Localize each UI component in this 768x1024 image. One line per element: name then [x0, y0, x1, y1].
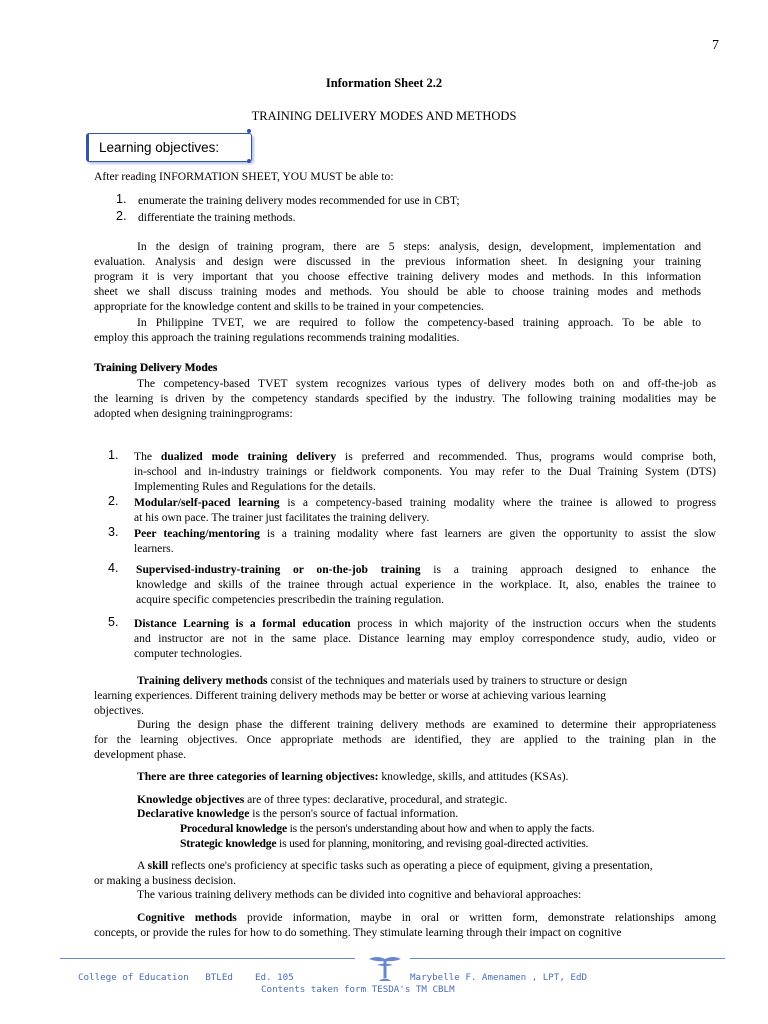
methods-line: Cognitive methods provide information, maybe in oral or written form, demonstrate relationships among: [137, 911, 716, 924]
paragraph-line: In Philippine TVET, we are required to follow the competency-based training approach. To be able to: [137, 316, 701, 329]
box-corner-dot: [247, 159, 251, 163]
methods-line: for the learning objectives. Once appropriate methods are identified, they are applied to the training plan in the: [94, 733, 716, 746]
paragraph-line: employ this approach the training regulations recommends training modalities.: [94, 331, 460, 344]
footer-source: Contents taken form TESDA's TM CBLM: [261, 984, 455, 995]
mode-number: 3.: [108, 525, 119, 539]
paragraph-line: The competency-based TVET system recognizes various types of delivery modes both on and off-the-job as: [137, 377, 716, 390]
methods-line: The various training delivery methods can be divided into cognitive and behavioral approaches:: [137, 888, 582, 901]
mode-item-line: acquire specific competencies prescribedin the training regulation.: [136, 593, 445, 606]
methods-line: learning experiences. Different training delivery methods may be better or worse at achieving various learning: [94, 689, 606, 702]
mode-number: 2.: [108, 494, 119, 508]
objective-number: 2.: [116, 209, 127, 223]
mode-item-line: learners.: [134, 542, 174, 555]
mode-item-line: in-school and in-industry trainings or fieldwork components. You may refer to the Dual Training System (DTS): [134, 465, 716, 478]
sheet-subtitle: TRAINING DELIVERY MODES AND METHODS: [251, 109, 517, 123]
learning-objectives-label: Learning objectives:: [99, 140, 220, 155]
footer-course: College of Education BTLEd Ed. 105: [78, 972, 294, 983]
mode-item-line: The dualized mode training delivery is preferred and recommended. Thus, programs would comprise both,: [134, 450, 716, 463]
paragraph-line: program it is very important that you choose effective training delivery modes and methods. In this information: [94, 270, 701, 283]
footer-author: Marybelle F. Amenamen , LPT, EdD: [410, 972, 588, 983]
footer-rule: [60, 958, 355, 959]
intro-lead: After reading INFORMATION SHEET, YOU MUST be able to:: [94, 170, 394, 183]
methods-line: There are three categories of learning objectives: knowledge, skills, and attitudes (KSAs).: [137, 770, 569, 783]
methods-line: A skill reflects one's proficiency at specific tasks such as operating a piece of equipment, giving a presentation,: [137, 859, 653, 872]
methods-line: During the design phase the different training delivery methods are examined to determine their appropriateness: [137, 718, 716, 731]
methods-line: Knowledge objectives are of three types: declarative, procedural, and strategic.: [137, 793, 508, 806]
methods-line: or making a business decision.: [94, 874, 237, 887]
box-corner-dot: [247, 129, 251, 133]
mode-number: 1.: [108, 448, 119, 462]
methods-line: Declarative knowledge is the person's source of factual information.: [137, 807, 459, 820]
mode-item-line: at his own pace. The trainer just facilitates the training delivery.: [134, 511, 430, 524]
methods-line: objectives.: [94, 704, 144, 717]
paragraph-line: the learning is driven by the competency standards specified by the industry. The following training modalities may be: [94, 392, 716, 405]
mode-item-line: knowledge and skills of the trainee through actual experience in the workplace. It, also, enables the trainee to: [136, 578, 716, 591]
footer-rule: [410, 958, 725, 959]
paragraph-line: appropriate for the knowledge content and skills to be trained in your competencies.: [94, 300, 484, 313]
learning-objectives-box: [86, 133, 252, 162]
methods-line: Training delivery methods consist of the techniques and materials used by trainers to structure or design: [137, 674, 628, 687]
paragraph-line: adopted when designing trainingprograms:: [94, 407, 293, 420]
mode-item-line: Peer teaching/mentoring is a training modality where fast learners are given the opportunity to assist the slow: [134, 527, 716, 540]
page-number: 7: [712, 38, 719, 53]
mode-item-line: and instructor are not in the same place. Distance learning may employ correspondence study, audio, video or: [134, 632, 716, 645]
mode-item-line: Modular/self-paced learning is a competency-based training modality where the trainee is allowed to progress: [134, 496, 717, 509]
objective-number: 1.: [116, 192, 127, 206]
mode-item-line: Implementing Rules and Regulations for the details.: [134, 480, 376, 493]
methods-line: development phase.: [94, 748, 187, 761]
paragraph-line: sheet we shall discuss training modes and methods. You should be able to choose training modes and methods: [94, 285, 701, 298]
mode-item-line: Supervised-industry-training or on-the-job training is a training approach designed to enhance the: [136, 563, 716, 576]
methods-line: Strategic knowledge is used for planning, monitoring, and revising goal-directed activities.: [180, 837, 589, 850]
sheet-title: Information Sheet 2.2: [325, 76, 443, 90]
mode-number: 5.: [108, 615, 119, 629]
methods-line: concepts, or provide the rules for how to do something. They stimulate learning through their impact on cognitive: [94, 926, 622, 939]
mode-number: 4.: [108, 561, 119, 575]
objective-item: differentiate the training methods.: [138, 211, 296, 224]
mode-item-line: computer technologies.: [134, 647, 243, 660]
section-heading: Training Delivery Modes: [94, 361, 218, 374]
objective-item: enumerate the training delivery modes recommended for use in CBT;: [138, 194, 460, 207]
paragraph-line: In the design of training program, there are 5 steps: analysis, design, development, implementation and: [137, 240, 701, 253]
mode-item-line: Distance Learning is a formal education process in which majority of the instruction occurs when the students: [134, 617, 716, 630]
methods-line: Procedural knowledge is the person's understanding about how and when to apply the facts.: [180, 822, 595, 835]
paragraph-line: evaluation. Analysis and design were discussed in the previous information sheet. In designing your training: [94, 255, 701, 268]
footer-emblem-icon: [367, 951, 403, 985]
